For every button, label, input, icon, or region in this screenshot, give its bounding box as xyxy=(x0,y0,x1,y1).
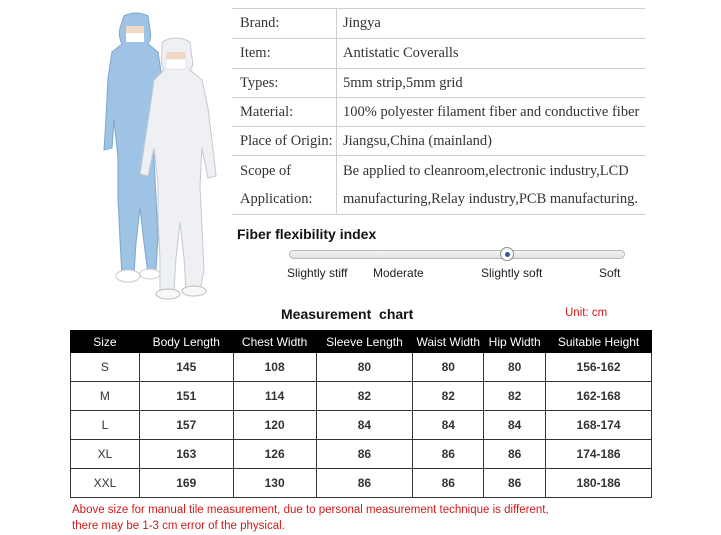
table-cell: 80 xyxy=(316,353,413,382)
note-line: Above size for manual tile measurement, due to personal measurement technique is different, xyxy=(72,504,549,516)
flexibility-level: Slightly stiff xyxy=(287,266,348,280)
flexibility-indicator xyxy=(500,247,514,261)
table-cell: 82 xyxy=(484,382,546,411)
table-cell: 80 xyxy=(484,353,546,382)
table-cell: 82 xyxy=(413,382,484,411)
measurement-table xyxy=(70,330,652,498)
spec-row-origin xyxy=(232,127,645,156)
column-header: Sleeve Length xyxy=(316,331,413,353)
table-cell: 80 xyxy=(413,353,484,382)
spec-value-line: manufacturing,Relay industry,PCB manufacturing. xyxy=(343,191,639,207)
table-cell: 174-186 xyxy=(546,440,652,469)
table-cell: M xyxy=(71,382,140,411)
table-cell: 130 xyxy=(233,469,316,498)
spec-value xyxy=(337,156,638,214)
spec-table xyxy=(232,8,645,215)
spec-label: Types: xyxy=(232,69,337,97)
table-cell: 162-168 xyxy=(546,382,652,411)
table-cell: XL xyxy=(71,440,140,469)
table-cell: 157 xyxy=(139,411,233,440)
product-photo xyxy=(96,8,222,300)
flexibility-title: Fiber flexibility index xyxy=(237,226,377,242)
table-cell: 180-186 xyxy=(546,469,652,498)
table-cell: 84 xyxy=(484,411,546,440)
table-cell: L xyxy=(71,411,140,440)
spec-row-scope xyxy=(232,156,645,215)
spec-value: 5mm strip,5mm grid xyxy=(343,74,463,91)
spec-row-material xyxy=(232,98,645,127)
flexibility-track xyxy=(289,250,625,259)
table-cell: S xyxy=(71,353,140,382)
unit-label: Unit: cm xyxy=(565,307,608,319)
table-cell: 126 xyxy=(233,440,316,469)
table-cell: 82 xyxy=(316,382,413,411)
table-cell: 168-174 xyxy=(546,411,652,440)
table-cell: 86 xyxy=(484,469,546,498)
column-header: Hip Width xyxy=(484,331,546,353)
spec-value: Jingya xyxy=(343,15,381,31)
spec-label: Brand: xyxy=(232,9,337,38)
table-row xyxy=(71,382,652,411)
table-row xyxy=(71,411,652,440)
table-cell: XXL xyxy=(71,469,140,498)
table-cell: 163 xyxy=(139,440,233,469)
table-cell: 114 xyxy=(233,382,316,411)
spec-label-line: Application: xyxy=(240,191,313,207)
column-header: Suitable Height xyxy=(546,331,652,353)
spec-label-line: Scope of xyxy=(240,163,292,179)
column-header: Chest Width xyxy=(233,331,316,353)
column-header: Body Length xyxy=(139,331,233,353)
measurement-note xyxy=(72,503,549,534)
column-header: Size xyxy=(71,331,140,353)
table-cell: 108 xyxy=(233,353,316,382)
table-cell: 86 xyxy=(484,440,546,469)
flexibility-level: Slightly soft xyxy=(481,266,543,280)
table-cell: 86 xyxy=(316,440,413,469)
table-cell: 120 xyxy=(233,411,316,440)
spec-value-line: Be applied to cleanroom,electronic industry,LCD xyxy=(343,163,629,179)
spec-label: Item: xyxy=(232,39,337,68)
spec-value: Jiangsu,China (mainland) xyxy=(343,132,493,149)
table-cell: 145 xyxy=(139,353,233,382)
spec-label: Material: xyxy=(232,98,337,126)
flexibility-level: Soft xyxy=(599,266,621,280)
measurement-title: Measurement chart xyxy=(281,306,414,322)
table-cell: 86 xyxy=(316,469,413,498)
table-row xyxy=(71,469,652,498)
table-header-row xyxy=(71,331,652,353)
flexibility-level: Moderate xyxy=(373,266,424,280)
spec-row-brand xyxy=(232,8,645,39)
table-cell: 84 xyxy=(316,411,413,440)
table-cell: 156-162 xyxy=(546,353,652,382)
spec-label: Place of Origin: xyxy=(232,127,337,155)
spec-label xyxy=(232,156,337,214)
spec-value: Antistatic Coveralls xyxy=(343,45,459,61)
table-cell: 86 xyxy=(413,469,484,498)
table-cell: 151 xyxy=(139,382,233,411)
table-row xyxy=(71,440,652,469)
note-line: there may be 1-3 cm error of the physical. xyxy=(72,519,285,532)
table-cell: 169 xyxy=(139,469,233,498)
spec-row-item xyxy=(232,39,645,69)
table-cell: 86 xyxy=(413,440,484,469)
column-header: Waist Width xyxy=(413,331,484,353)
spec-value: 100% polyester filament fiber and conductive fiber xyxy=(343,103,640,120)
table-row xyxy=(71,353,652,382)
spec-row-types xyxy=(232,69,645,98)
table-cell: 84 xyxy=(413,411,484,440)
